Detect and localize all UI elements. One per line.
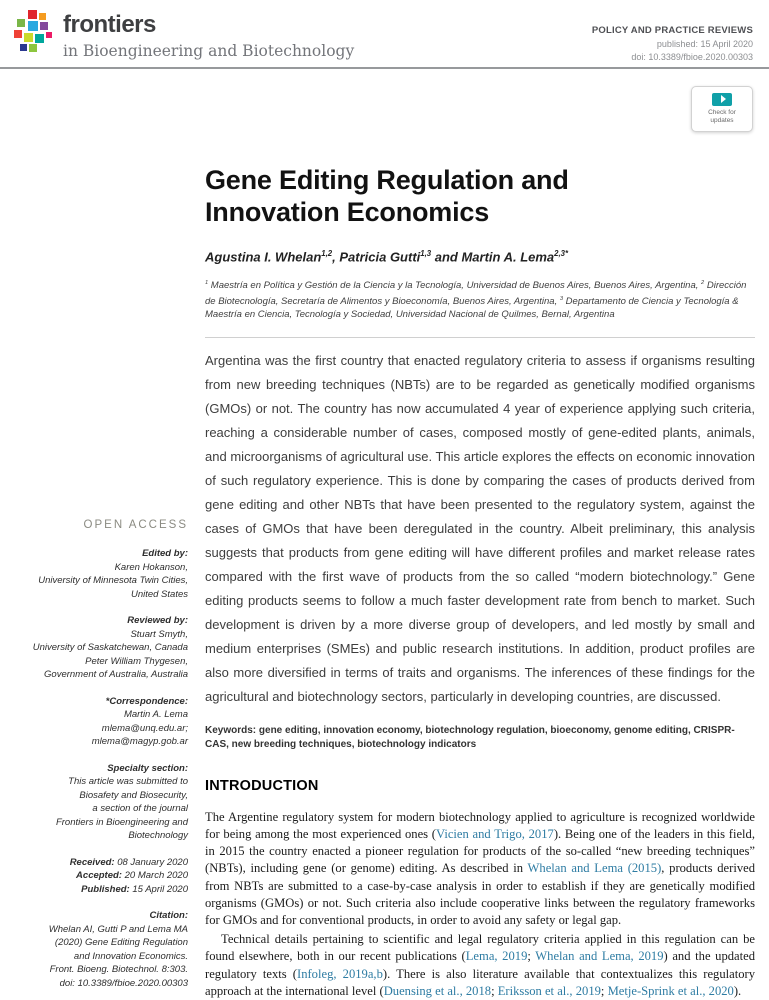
- citation-link[interactable]: Lema, 2019: [465, 949, 528, 964]
- frontiers-logo-icon: [14, 10, 54, 56]
- sidebar-line: Front. Bioeng. Biotechnol. 8:303.: [49, 964, 188, 975]
- sidebar-line: Martin A. Lema: [123, 709, 188, 720]
- sidebar-line: and Innovation Economics.: [73, 950, 188, 962]
- sidebar-line: Karen Hokanson,: [114, 561, 188, 573]
- sidebar-date-line: Published: 15 April 2020: [81, 883, 188, 895]
- sidebar-line: mlema@unq.edu.ar;: [101, 722, 188, 734]
- abstract-text: Argentina was the first country that enacted regulatory criteria to assess if organisms resulting from new breeding techniques (NBTs) are to be regarded as genetically modified organisms (GMOs) or not. The country has now accumulated 4 year of experience applying such criteria, reaching a considerable number of cases, composed mostly of gene-edited plants, animals, and microorganisms of agricultural use. This article explores the effects on economic innovation of such regulatory experience. This is done by comparing the cases of products derived from gene editing and other NBTs that have been presented to the regulatory system, against the cases of GMOs that have been deregulated in the country. Albeit preliminary, this analysis suggests that products from gene editing will have different profiles and market release rates compared with the first wave of products from the so called “modern biotechnology.” Gene editing products seems to follow a much faster development rate from bench to market. Such development is driven by a more diverse group of developers, and led mostly by small and medium enterprises (SMEs) and public research institutions. In addition, product profiles are also more diversified in terms of traits and organisms. The inferences of these findings for the agricultural and biotechnology sectors, particularly in developing countries, are discussed.: [205, 352, 755, 704]
- introduction-paragraphs: [205, 809, 755, 1000]
- sidebar-line: a section of the journal: [92, 803, 188, 814]
- sidebar-groups: [28, 547, 188, 990]
- sidebar-group: [28, 762, 188, 843]
- sidebar-line: This article was submitted to: [68, 776, 188, 787]
- sidebar-line: Biosafety and Biosecurity,: [79, 789, 188, 801]
- sidebar-group-label: Edited by:: [142, 548, 188, 559]
- sidebar-group-label: Reviewed by:: [127, 615, 188, 626]
- sidebar-line: (2020) Gene Editing Regulation: [54, 937, 188, 948]
- sidebar-group-label: Citation:: [149, 910, 188, 921]
- badge-label: Check for updates: [708, 108, 736, 124]
- sidebar-line: doi: 10.3389/fbioe.2020.00303: [59, 977, 188, 989]
- journal-name: in Bioengineering and Biotechnology: [63, 42, 355, 60]
- citation-link[interactable]: Whelan and Lema (2015): [527, 861, 662, 876]
- published-date: published: 15 April 2020: [656, 39, 753, 49]
- authors-line: Agustina I. Whelan$^{1,2}$, Patricia Gutti$^{1,3}$ and Martin A. Lema$^{2,3*}$: [205, 248, 569, 265]
- sidebar-group-label: *Correspondence:: [105, 695, 188, 707]
- sidebar-date-line: Received: 08 January 2020: [69, 856, 188, 868]
- introduction-heading: INTRODUCTION: [205, 777, 319, 794]
- sidebar-line: Government of Australia, Australia: [44, 669, 188, 680]
- logo-text-block: [63, 10, 354, 60]
- sidebar-group: [28, 856, 188, 897]
- doi-text: doi: 10.3389/fbioe.2020.00303: [631, 52, 753, 62]
- publication-info: [592, 25, 753, 62]
- sidebar-line: University of Minnesota Twin Cities,: [38, 575, 188, 586]
- citation-link[interactable]: Vicien and Trigo, 2017: [436, 827, 554, 842]
- page-content: [0, 69, 769, 1000]
- sidebar-group: [28, 547, 188, 601]
- citation-link[interactable]: Whelan and Lema, 2019: [535, 949, 664, 964]
- frontiers-logo: [14, 10, 354, 60]
- sidebar-line: Stuart Smyth,: [130, 628, 188, 640]
- citation-link[interactable]: Eriksson et al., 2019: [497, 983, 601, 998]
- sidebar-line: mlema@magyp.gob.ar: [91, 736, 188, 747]
- sidebar-line: Whelan AI, Gutti P and Lema MA: [48, 923, 188, 935]
- citation-link[interactable]: Duensing et al., 2018: [383, 983, 492, 998]
- sidebar-line: Frontiers in Bioengineering and: [55, 816, 188, 828]
- open-access-label: OPEN ACCESS: [83, 519, 188, 531]
- paragraph: The Argentine regulatory system for modern biotechnology applied to agriculture is recognized worldwide for being among the most experienced ones (Vicien and Trigo, 2017). Being one of the leaders in this field, in 2015 the country enacted a pioneer regulation for products of the so-called “new breeding techniques” (NBTs), including gene (or genome) editing. As described in Whelan and Lema (2015), products derived from NBTs are submitted to a case-by-case analysis in order to establish if they are genetically modified organisms (GMOs) or not. Such criteria also include cooperative links between the regulatory frameworks for GMOs and for conventional products, in order to avoid any safety or legal gap.: [205, 809, 755, 928]
- citation-link[interactable]: Infoleg, 2019a,b: [297, 966, 383, 981]
- sidebar-line: United States: [130, 588, 188, 600]
- sidebar-date-line: Accepted: 20 March 2020: [76, 870, 188, 881]
- keywords-line: Keywords: gene editing, innovation economy, biotechnology regulation, bioeconomy, genome editing, CRISPR-CAS, new breeding techniques, biotechnology indicators: [205, 724, 735, 750]
- sidebar-group-label: Specialty section:: [107, 762, 188, 774]
- paragraph: Technical details pertaining to scientific and legal regulatory criteria applied in this regulation can be found elsewhere, both in our recent publications (Lema, 2019; Whelan and Lema, 2019) and the updated regulatory texts (Infoleg, 2019a,b). There is also literature available that contextualizes this regulatory approach at the international level (Duensing et al., 2018; Eriksson et al., 2019; Metje-Sprink et al., 2020).: [205, 932, 756, 998]
- article-type-label: POLICY AND PRACTICE REVIEWS: [591, 25, 753, 36]
- sidebar-group: [28, 614, 188, 682]
- sidebar-line: University of Saskatchewan, Canada: [32, 642, 188, 653]
- sidebar-line: Biotechnology: [128, 830, 188, 841]
- abstract-divider: [205, 337, 755, 338]
- article-body: [205, 69, 755, 1000]
- sidebar-line: Peter William Thygesen,: [85, 655, 188, 667]
- page-title: Gene Editing Regulation and Innovation Economics: [205, 165, 569, 227]
- sidebar-group: [28, 695, 188, 749]
- journal-header: [0, 0, 769, 67]
- affiliations: $^1$ Maestría en Política y Gestión de la Ciencia y la Tecnología, Universidad de Buenos Aires, Buenos Aires, Argentina, $^2$ Dirección de Biotecnología, Secretaría de Alimentos y Bioeconomía, Buenos Aires, Argentina, $^3$ Departamento de Ciencia y Tecnología & Maestría en Ciencia, Tecnología y Sociedad, Universidad Nacional de Quilmes, Bernal, Argentina: [205, 280, 747, 321]
- sidebar: [28, 69, 188, 1000]
- citation-link[interactable]: Metje-Sprink et al., 2020: [607, 983, 734, 998]
- sidebar-group: [28, 909, 188, 990]
- frontiers-wordmark: frontiers: [63, 11, 156, 38]
